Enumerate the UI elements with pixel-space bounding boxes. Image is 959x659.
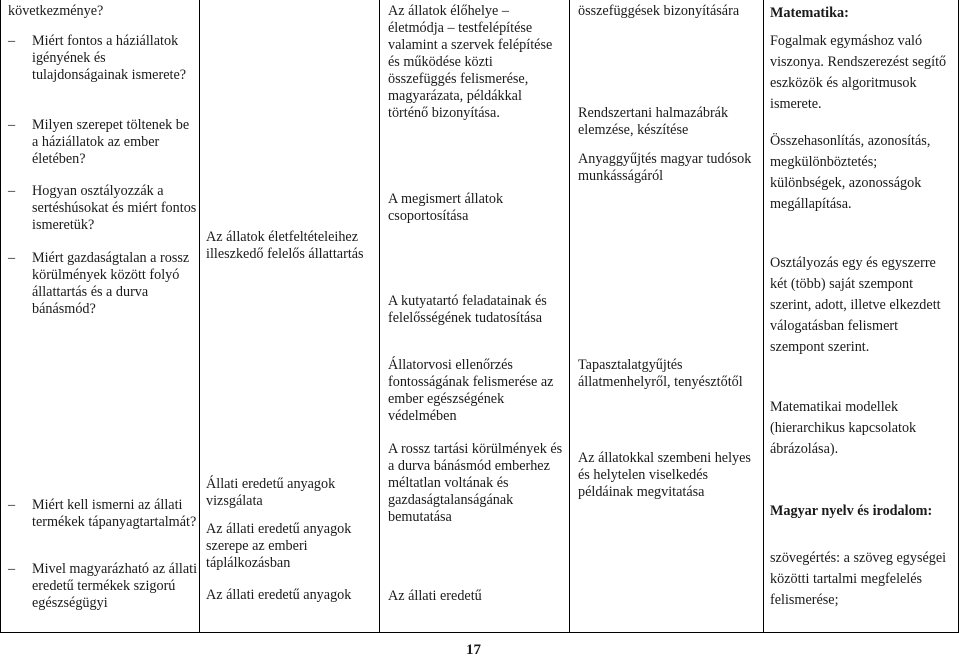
goal-item: A megismert állatok csoportosítása: [388, 191, 504, 224]
connection-item: Matematikai modellek (hierarchikus kapcsolatok ábrázolása).: [770, 399, 917, 457]
topic-item: Az állatok életfeltételeihez illeszkedő felelős állattartás: [206, 229, 364, 262]
goal-item: Az állatok élőhelye – életmódja – testfelépítése valamint a szervek felépítése és működése közti összefüggés felismerése, magyarázata, példákkal történő bizonyítása.: [388, 3, 553, 121]
goal-item: A rossz tartási körülmények és a durva bánásmód emberhez méltatlan voltának és gazdaságtalanságának bemutatása: [388, 441, 563, 525]
topic-item: Az állati eredetű anyagok: [206, 587, 352, 603]
questions-column: [8, 3, 198, 628]
goal-item: A kutyatartó feladatainak és felelősségének tudatosítása: [388, 293, 547, 326]
page-number: 17: [466, 642, 481, 658]
column-divider: [199, 0, 200, 633]
question-item: – Miért gazdaságtalan a rossz körülmények között folyó állattartás és a durva bánásmód?: [8, 250, 190, 317]
question-item: – Miért kell ismerni az állati termékek tápanyagtartalmát?: [8, 497, 197, 530]
question-item: – Mivel magyarázható az állati eredetű termékek szigorú egészségügyi: [8, 561, 198, 611]
activity-item: Tapasztalatgyűjtés állatmenhelyről, tenyésztőtől: [578, 357, 743, 390]
activities-column: [578, 3, 760, 628]
connection-item: Fogalmak egymáshoz való viszonya. Rendszerezést segítő eszközök és algoritmusok ismerete.: [770, 33, 947, 112]
column-divider: [763, 0, 764, 633]
question-item: – Hogyan osztályozzák a sertéshúsokat és miért fontos ismeretük?: [8, 183, 197, 233]
column-divider: [569, 0, 570, 633]
table-border-bottom: [0, 632, 959, 633]
connection-item: szövegértés: a szöveg egységei közötti tartalmi megfelelés felismerése;: [770, 550, 947, 608]
question-lead: következménye?: [8, 3, 104, 19]
subject-heading-hungarian: Magyar nyelv és irodalom:: [770, 503, 933, 519]
goals-column: [388, 3, 563, 628]
activity-item: összefüggések bizonyítására: [578, 3, 740, 19]
activity-item: Az állatokkal szembeni helyes és helytelen viselkedés példáinak megvitatása: [578, 450, 751, 500]
question-item: – Miért fontos a háziállatok igényének és tulajdonságainak ismerete?: [8, 33, 187, 83]
activity-item: Rendszertani halmazábrák elemzése, készítése: [578, 105, 729, 138]
column-divider: [379, 0, 380, 633]
topic-item: Az állati eredetű anyagok szerepe az emberi táplálkozásban: [206, 521, 352, 571]
topic-item: Állati eredetű anyagok vizsgálata: [206, 476, 336, 509]
subject-heading-math: Matematika:: [770, 5, 849, 21]
table-border-left: [0, 0, 1, 633]
connections-column: [770, 3, 954, 628]
goal-item: Állatorvosi ellenőrzés fontosságának felismerése az ember egészségének védelmében: [388, 357, 554, 424]
goal-item: Az állati eredetű: [388, 588, 482, 604]
activity-item: Anyaggyűjtés magyar tudósok munkásságáról: [578, 151, 752, 184]
question-item: – Milyen szerepet töltenek be a háziállatok az ember életében?: [8, 117, 190, 167]
connection-item: Összehasonlítás, azonosítás, megkülönböztetés; különbségek, azonosságok megállapítása.: [770, 133, 931, 212]
connection-item: Osztályozás egy és egyszerre két (több) saját szempont szerint, adott, illetve elkezdett válogatásban felismert szempont szerint.: [770, 255, 941, 355]
topics-column: [206, 3, 374, 628]
